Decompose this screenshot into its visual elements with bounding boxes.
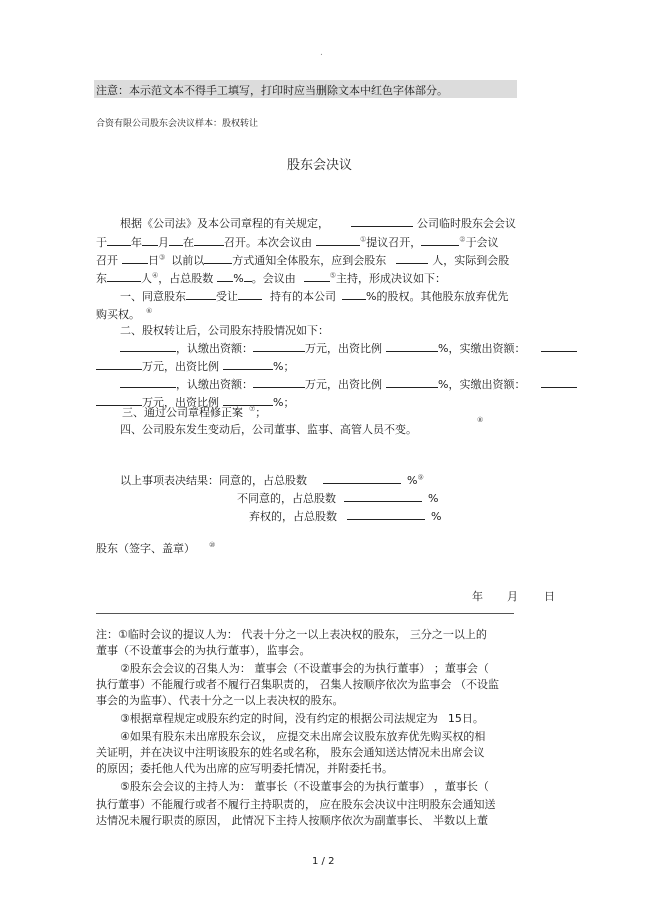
notice-text: 注意：本示范文本不得手工填写，打印时应当删除文本中红色字体部分。 [96, 84, 448, 97]
intro-text: 月 [158, 236, 169, 249]
blank-field [107, 234, 131, 246]
note-4-cont: 的原因；委托他人代为出席的应写明委托情况，并附委托书。 [96, 762, 393, 775]
intro-text: 公司临时股东会会议 [417, 217, 516, 230]
footnote-marker: ⑦ [249, 405, 256, 414]
intro-text: 根据《公司法》及本公司章程的有关规定， [120, 217, 329, 230]
vote-text: % [428, 492, 439, 505]
blank-field [96, 358, 142, 370]
note-4: ④如果有股东未出席股东会议， 应提交未出席会议股东放弃优先购买权的相 [120, 730, 486, 743]
blank-field [194, 234, 224, 246]
footnote-marker: ⑩ [209, 541, 216, 550]
resolution-item-4 [120, 421, 417, 437]
row-text: 万元，出资比例 [142, 396, 219, 409]
intro-text: 召开 [96, 254, 118, 267]
intro-text: 于 [96, 236, 107, 249]
blank-field [120, 376, 176, 388]
intro-text: 于会议 [465, 236, 499, 249]
note-5-cont: 执行董事）不能履行或者不履行主持职责的， 应在股东会决议中注明股东会通知送 [96, 798, 496, 811]
resolution-item-1 [120, 288, 508, 304]
vote-text: 以上事项表决结果：同意的，占总股数 [120, 474, 307, 487]
item-text: 受让 [216, 290, 238, 303]
blank-field [120, 340, 176, 352]
footnote-marker: ⑨ [417, 473, 424, 482]
resolution-item-3 [122, 404, 266, 420]
item-text: %的股权。其他股东放弃优先 [366, 290, 509, 303]
vote-abstain [237, 508, 441, 524]
row-text: %； [273, 396, 295, 409]
intro-line-1 [120, 215, 516, 231]
row-text: 万元，出资比例 [305, 378, 382, 391]
note-5-cont: 达情况未履行职责的原因， 此情况下主持人按顺序依次为副董事长、 半数以上董 [96, 814, 488, 827]
shareholder-row-1b [96, 358, 294, 374]
document-title: 股东会决议 [287, 158, 353, 173]
blank-field [344, 490, 422, 502]
intro-text: 人 [141, 272, 152, 285]
separator-line [96, 613, 514, 614]
blank-field [223, 358, 273, 370]
intro-text: 在 [183, 236, 194, 249]
row-text: ，认缴出资额： [176, 378, 253, 391]
blank-field [421, 234, 459, 246]
row-text: %，实缴出资额： [438, 378, 526, 391]
blank-field [217, 270, 233, 282]
row-text: 万元，出资比例 [305, 342, 382, 355]
blank-field [304, 270, 330, 282]
item-text: 购买权。 [96, 308, 140, 321]
note-text: 日。 [461, 712, 484, 725]
intro-text: 东 [96, 272, 107, 285]
blank-field [351, 215, 413, 227]
date-year: 年 [472, 590, 483, 603]
intro-text: % [233, 272, 244, 285]
blank-field [204, 252, 232, 264]
row-text: %，实缴出资额： [438, 342, 526, 355]
blank-field [316, 234, 360, 246]
row-text: ，认缴出资额： [176, 342, 253, 355]
intro-text: 日 [148, 254, 159, 267]
intro-text: 召开。本次会议由 [224, 236, 312, 249]
intro-text: 提议召开， [366, 236, 422, 249]
note-5: ⑤股东会会议的主持人为： 董事长（不设董事会的为执行董事） ，董事长（ [120, 780, 489, 793]
row-text: 万元，出资比例 [142, 360, 219, 373]
shareholder-row-2a [120, 376, 577, 392]
intro-line-4 [96, 270, 446, 286]
intro-text: ，占总股数 [158, 272, 214, 285]
blank-field [253, 340, 305, 352]
blank-field [107, 270, 141, 282]
footnote-marker: ⑧ [477, 416, 484, 424]
item-text: 一、同意股东 [120, 290, 186, 303]
blank-field [541, 376, 577, 388]
date-day: 日 [544, 590, 555, 603]
intro-line-2 [96, 234, 499, 250]
sample-label: 合资有限公司股东会决议样本：股权转让 [96, 119, 259, 129]
blank-field [323, 472, 401, 484]
footnote-marker: ⑤ [329, 271, 337, 280]
blank-field [347, 508, 425, 520]
page-dot: . [320, 48, 323, 58]
blank-field [342, 288, 366, 300]
blank-field [169, 234, 183, 246]
vote-approve [120, 472, 424, 488]
blank-field [238, 288, 262, 300]
footnote-marker: ③ [159, 253, 166, 262]
intro-text: 方式通知全体股东，应到会股东 [232, 254, 387, 267]
footnote-marker: ⑥ [146, 307, 153, 316]
blank-field [186, 288, 216, 300]
resolution-item-2-heading: 二、股权转让后，公司股东持股情况如下： [120, 324, 329, 337]
item-text: 三、通过公司章程修正案 [122, 406, 243, 419]
note-2: ②股东会会议的召集人为： 董事会（不设董事会的为执行董事） ；董事会（ [120, 662, 489, 675]
blank-field [253, 376, 305, 388]
vote-text: % [407, 474, 418, 487]
note-1: 注：①临时会议的提议人为： 代表十分之一以上表决权的股东， 三分之一以上的 [96, 628, 487, 641]
note-text: ③根据章程规定或股东约定的时间，没有约定的根据公司法规定为 [120, 712, 438, 725]
intro-text: 。会议由 [251, 272, 296, 285]
blank-field [244, 270, 252, 282]
blank-field [142, 234, 158, 246]
blank-field [122, 252, 148, 264]
blank-field [396, 252, 428, 264]
intro-text: 人，实际到会股 [432, 254, 510, 267]
vote-text: 弃权的，占总股数 [249, 510, 337, 523]
page-number: 1 / 2 [312, 856, 335, 867]
item-text: ； [255, 406, 267, 419]
row-text: %； [273, 360, 295, 373]
footnote-marker: ① [360, 235, 367, 244]
note-number: 15 [447, 712, 462, 725]
vote-text: % [431, 510, 442, 523]
resolution-item-1-cont [96, 306, 152, 322]
footnote-marker: ② [459, 235, 466, 244]
intro-line-3 [96, 252, 509, 268]
blank-field [541, 340, 577, 352]
item-text: 四、公司股东发生变动后，公司董事、监事、高管人员不变。 [120, 423, 417, 436]
blank-field [386, 340, 438, 352]
vote-against [237, 490, 438, 506]
note-1-cont: 董事（不设董事会的为执行董事），监事会。 [96, 644, 311, 657]
blank-field [386, 376, 438, 388]
note-3 [120, 710, 484, 726]
shareholder-row-1a [120, 340, 577, 356]
date-month: 月 [507, 590, 518, 603]
signature-label: 股东（签字、盖章） [96, 542, 195, 555]
signature-line [96, 540, 215, 556]
date-line [472, 588, 555, 604]
intro-text: 以前以 [171, 254, 205, 267]
footnote-marker: ④ [152, 271, 159, 280]
note-2-cont: 事会的为监事）、代表十分之一以上表决权的股东。 [96, 694, 344, 707]
intro-text: 年 [131, 236, 142, 249]
note-4-cont: 关证明，并在决议中注明该股东的姓名或名称， 股东会通知送达情况未出席会议 [96, 746, 485, 759]
intro-text: 主持，形成决议如下： [336, 272, 447, 285]
vote-text: 不同意的，占总股数 [237, 492, 336, 505]
item-text: 持有的本公司 [270, 290, 336, 303]
note-2-cont: 执行董事）不能履行或者不履行召集职责的， 召集人按顺序依次为监事会 （不设监 [96, 678, 499, 691]
